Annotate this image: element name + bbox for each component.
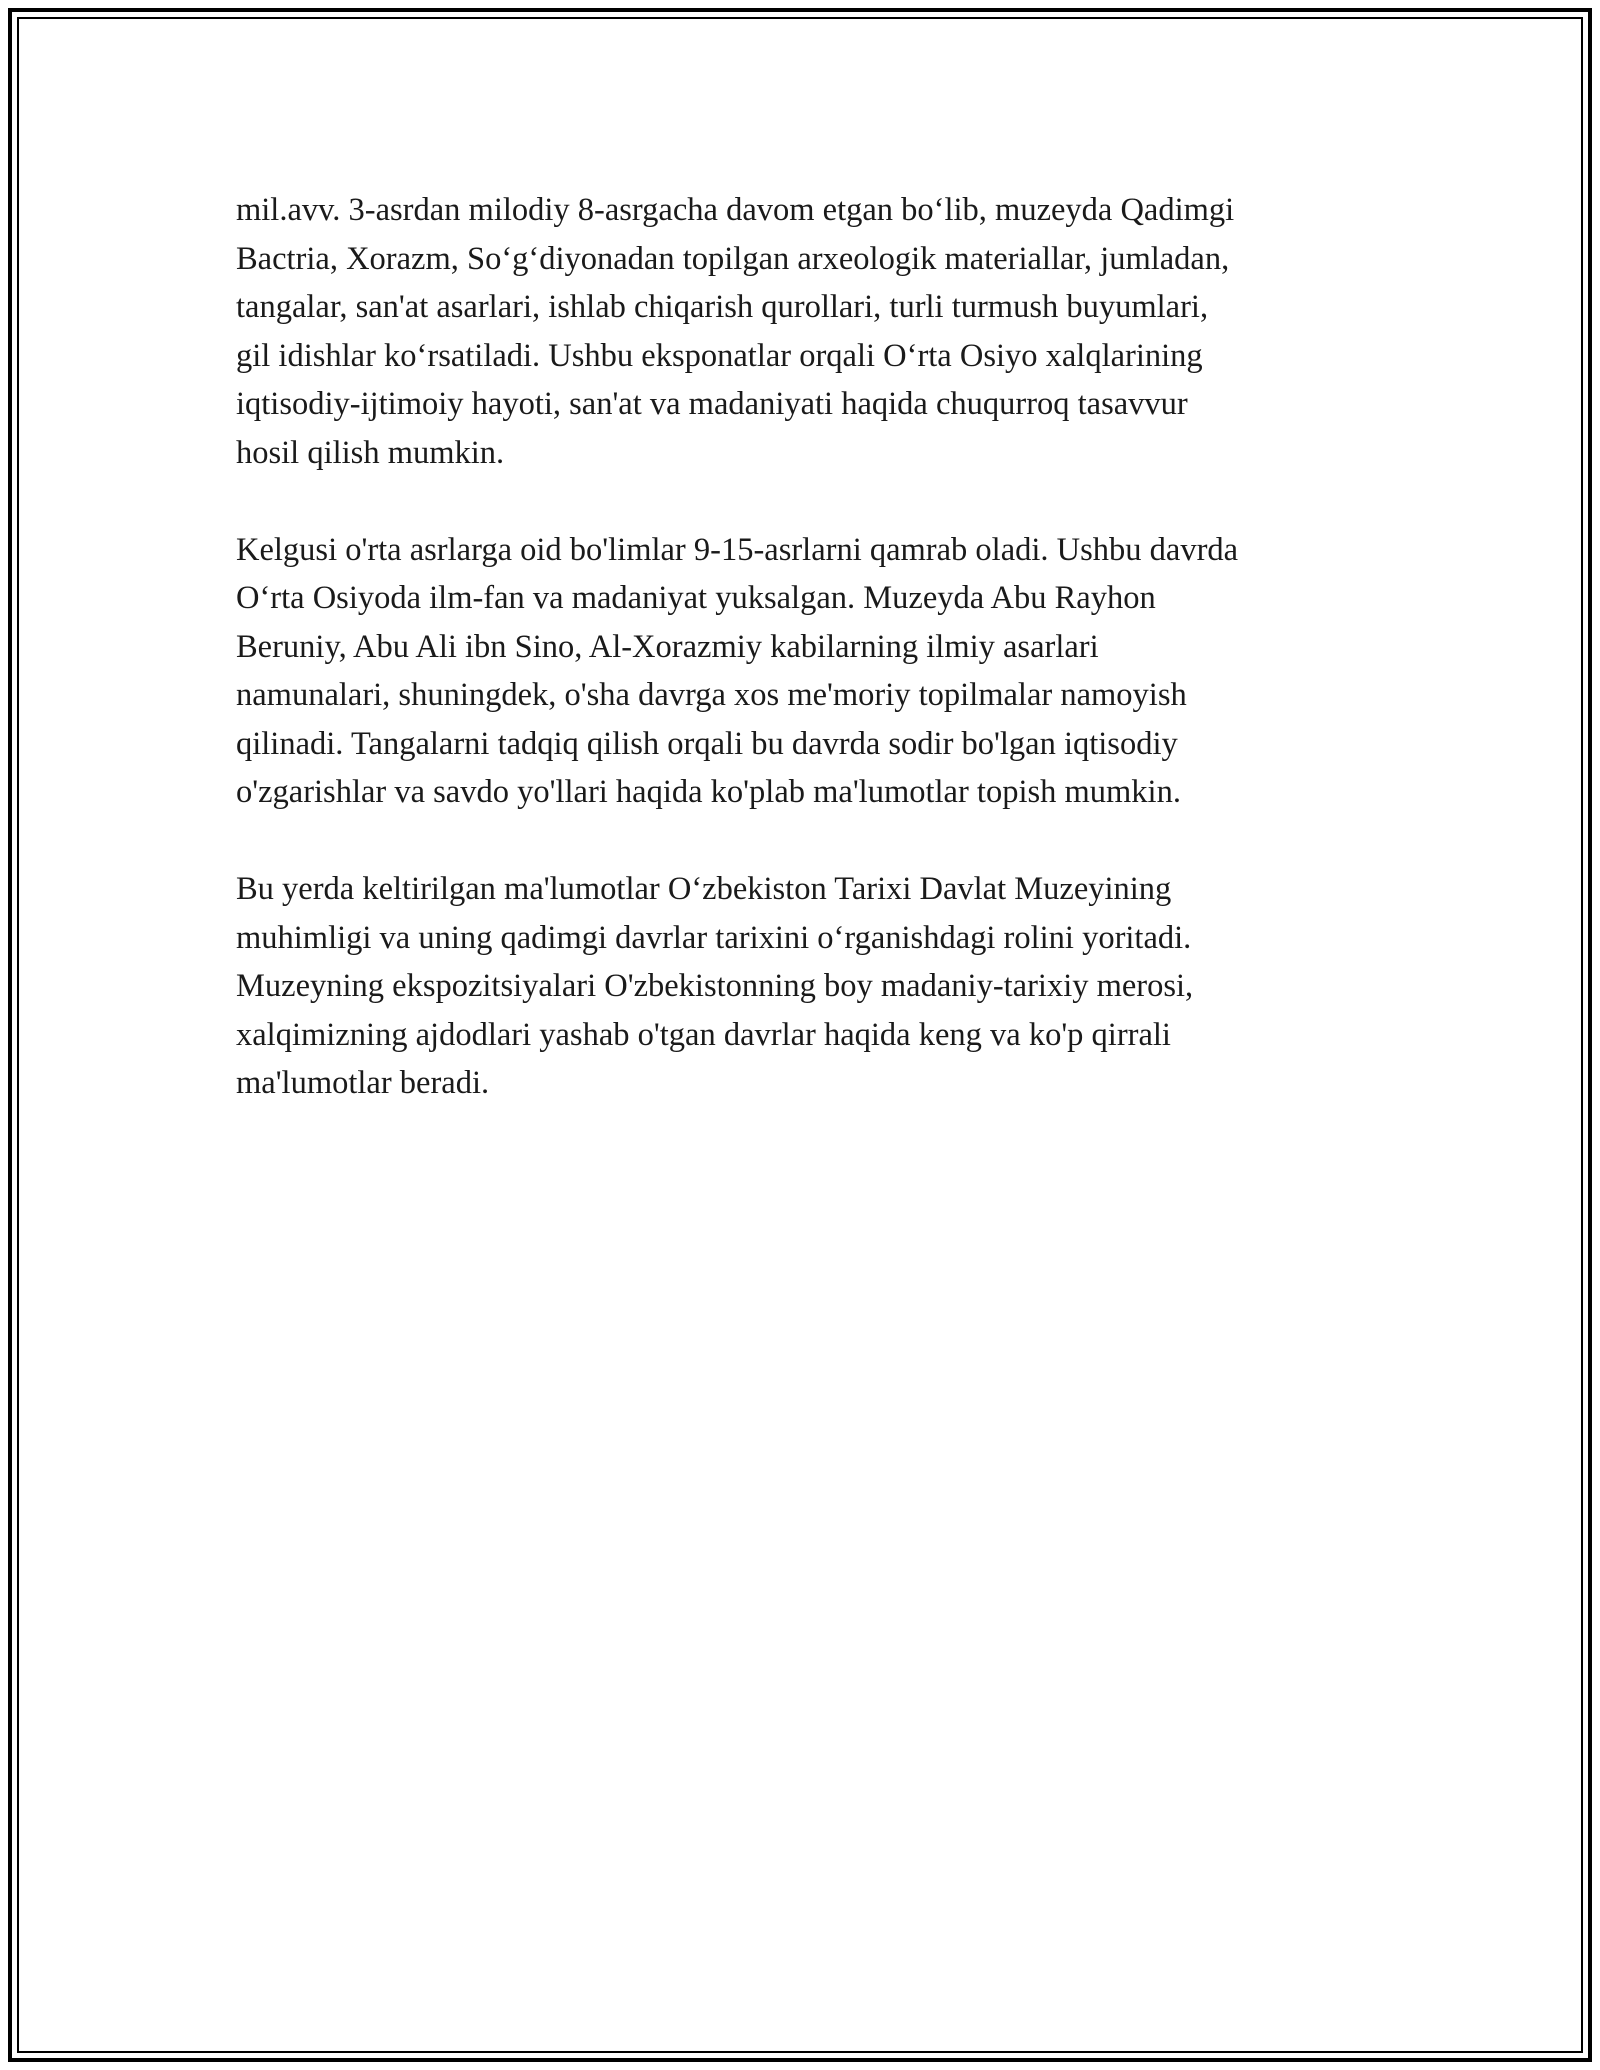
paragraph-2: Kelgusi o'rta asrlarga oid bo'limlar 9-15-asrlarni qamrab oladi. Ushbu davrda Oʻrta Osiyoda ilm-fan va madaniyat yuksalgan. Muzeyda Abu Rayhon Beruniy, Abu Ali ibn Sino, Al-Xorazmiy kabilarning ilmiy asarlari namunalari, shuningdek, o'sha davrga xos me'moriy topilmalar namoyish qilinadi. Tangalarni tadqiq qilish orqali bu davrda sodir bo'lgan iqtisodiy o'zgarishlar va savdo yo'llari haqida ko'plab ma'lumotlar topish mumkin. bbox=[236, 531, 1239, 810]
paragraph-3: Bu yerda keltirilgan ma'lumotlar Oʻzbekiston Tarixi Davlat Muzeyining muhimligi va uning qadimgi davrlar tarixini oʻrganishdagi rolini yoritadi. Muzeyning ekspozitsiyalari O'zbekistonning boy madaniy-tarixiy merosi, xalqimizning ajdodlari yashab o'tgan davrlar haqida keng va ko'p qirrali ma'lumotlar beradi. bbox=[236, 871, 1194, 1101]
document-body bbox=[236, 186, 1386, 1156]
paragraph-1: mil.avv. 3-asrdan milodiy 8-asrgacha davom etgan boʻlib, muzeyda Qadimgi Bactria, Xorazm, Soʻgʻdiyonadan topilgan arxeologik materiallar, jumladan, tangalar, san'at asarlari, ishlab chiqarish qurollari, turli turmush buyumlari, gil idishlar koʻrsatiladi. Ushbu eksponatlar orqali Oʻrta Osiyo xalqlarining iqtisodiy-ijtimoiy hayoti, san'at va madaniyati haqida chuqurroq tasavvur hosil qilish mumkin. bbox=[236, 192, 1235, 471]
